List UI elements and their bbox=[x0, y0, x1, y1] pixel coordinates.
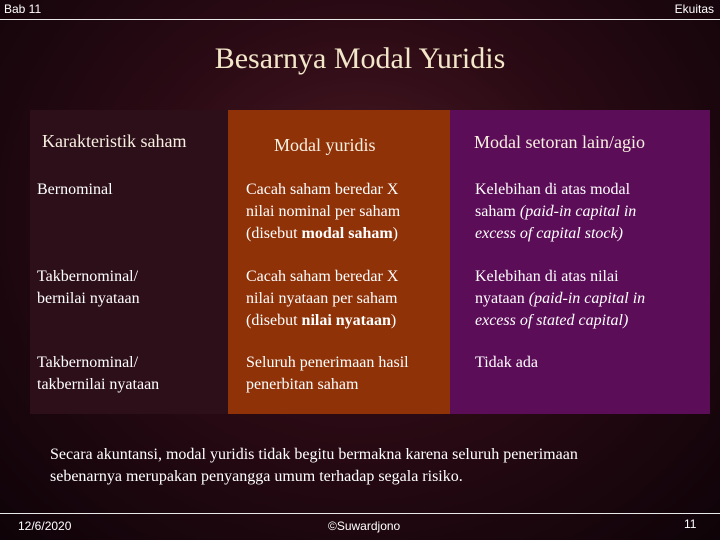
row2-agio-line1: Kelebihan di atas nilai bbox=[475, 268, 619, 285]
chapter-label: Bab 11 bbox=[4, 2, 42, 16]
row2-yuridis-line3 bbox=[246, 310, 398, 332]
row3-karakteristik bbox=[37, 352, 159, 396]
footer-date: 12/6/2020 bbox=[18, 519, 72, 533]
row2-agio-line2 bbox=[475, 288, 645, 310]
row1-agio-line2-pre: saham bbox=[475, 203, 520, 220]
row1-karakteristik bbox=[37, 179, 113, 201]
row1-yuridis-line3 bbox=[246, 223, 400, 245]
page-number: 11 bbox=[684, 517, 697, 531]
row2-yuridis-line3-post: ) bbox=[390, 312, 397, 329]
row1-karakteristik-line1: Bernominal bbox=[37, 181, 113, 198]
slide-title: Besarnya Modal Yuridis bbox=[214, 42, 506, 75]
row1-agio-line3: excess of capital stock) bbox=[475, 225, 623, 242]
row2-modal-yuridis bbox=[246, 266, 398, 332]
footer-author: ©Suwardjono bbox=[328, 519, 401, 533]
row3-agio-line1: Tidak ada bbox=[475, 354, 538, 371]
row2-agio-line2-pre: nyataan bbox=[475, 290, 529, 307]
row2-agio-line3: excess of stated capital) bbox=[475, 312, 629, 329]
row1-agio-line2 bbox=[475, 201, 636, 223]
row2-agio-line2-italic: (paid-in capital in bbox=[528, 290, 646, 307]
header-modal-setoran: Modal setoran lain/agio bbox=[474, 132, 645, 152]
row3-karakteristik-line1: Takbernominal/ bbox=[37, 354, 139, 371]
row2-yuridis-bold: nilai nyataan bbox=[301, 312, 391, 329]
row2-karakteristik bbox=[37, 266, 140, 310]
footer-rule bbox=[0, 513, 720, 514]
row3-modal-setoran bbox=[475, 352, 538, 374]
row2-karakteristik-line1: Takbernominal/ bbox=[37, 268, 139, 285]
row1-yuridis-line3-pre: (disebut bbox=[246, 225, 302, 242]
topic-label: Ekuitas bbox=[674, 2, 714, 16]
row1-yuridis-line1: Cacah saham beredar X bbox=[246, 181, 399, 198]
row1-modal-yuridis bbox=[246, 179, 400, 245]
header-rule bbox=[0, 19, 720, 20]
footnote-line1: Secara akuntansi, modal yuridis tidak begitu bermakna karena seluruh penerimaan bbox=[50, 446, 578, 463]
footnote-line2: sebenarnya merupakan penyangga umum terhadap segala risiko. bbox=[50, 468, 463, 485]
row1-yuridis-line2: nilai nominal per saham bbox=[246, 203, 401, 220]
row1-agio-line2-italic: (paid-in capital in bbox=[519, 203, 637, 220]
header-modal-yuridis: Modal yuridis bbox=[274, 135, 376, 155]
row1-yuridis-bold: modal saham bbox=[301, 225, 393, 242]
footnote bbox=[50, 444, 670, 488]
row1-modal-setoran bbox=[475, 179, 636, 245]
header-karakteristik: Karakteristik saham bbox=[42, 131, 187, 151]
row3-yuridis-line2: penerbitan saham bbox=[246, 376, 359, 393]
row1-agio-line1: Kelebihan di atas modal bbox=[475, 181, 631, 198]
row2-yuridis-line3-pre: (disebut bbox=[246, 312, 302, 329]
row3-modal-yuridis bbox=[246, 352, 409, 396]
row2-yuridis-line2: nilai nyataan per saham bbox=[246, 290, 398, 307]
row1-yuridis-line3-post: ) bbox=[392, 225, 398, 242]
row3-yuridis-line1: Seluruh penerimaan hasil bbox=[246, 354, 409, 371]
row2-karakteristik-line2: bernilai nyataan bbox=[37, 290, 140, 307]
row2-yuridis-line1: Cacah saham beredar X bbox=[246, 268, 399, 285]
row2-modal-setoran bbox=[475, 266, 645, 332]
row3-karakteristik-line2: takbernilai nyataan bbox=[37, 376, 160, 393]
